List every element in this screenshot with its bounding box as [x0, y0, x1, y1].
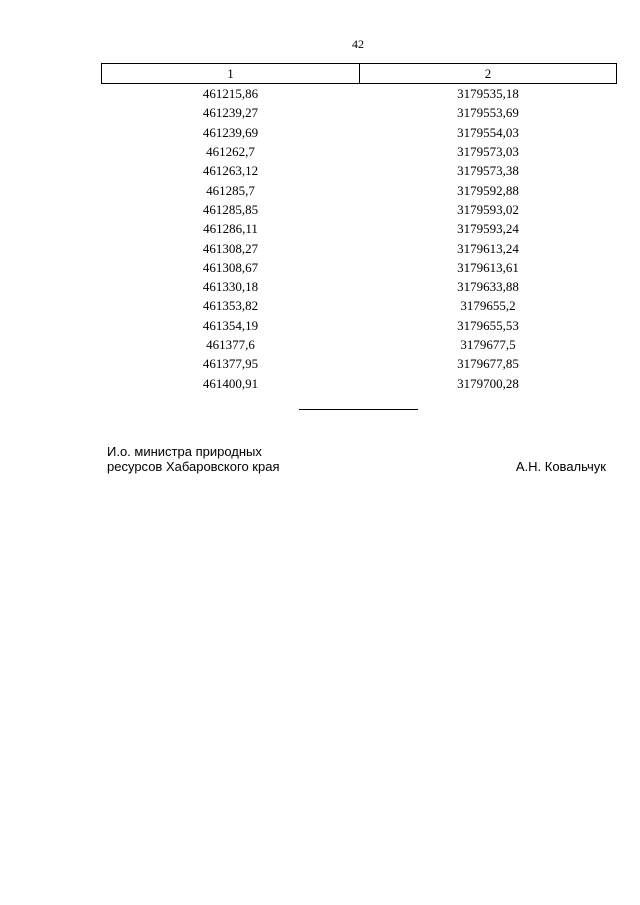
coordinate-y-cell: 3179593,24 [457, 221, 519, 237]
signer-position-line-1: И.о. министра природных [107, 444, 262, 459]
signature-block [107, 444, 606, 474]
table-row [102, 258, 617, 277]
table-row [102, 277, 617, 296]
coordinate-x-cell: 461308,67 [202, 259, 259, 275]
coordinate-x-cell: 461330,18 [202, 279, 259, 295]
table-row [102, 180, 617, 199]
table-body [102, 84, 617, 393]
table-row [102, 354, 617, 373]
coordinate-y-cell: 3179573,03 [457, 144, 519, 160]
table-row [102, 123, 617, 142]
coordinate-y-cell: 3179677,85 [457, 356, 519, 372]
coordinate-y-cell: 3179593,02 [457, 201, 519, 217]
coordinate-x-cell: 461354,19 [202, 317, 259, 333]
coordinate-x-cell: 461353,82 [202, 298, 259, 314]
coordinate-x-cell: 461377,95 [202, 356, 259, 372]
table-end-rule [299, 409, 418, 410]
table-row [102, 161, 617, 180]
coordinate-y-cell: 3179553,69 [457, 105, 519, 121]
table-row [102, 373, 617, 392]
coordinate-x-cell: 461239,27 [202, 105, 259, 121]
coordinate-y-cell: 3179613,24 [457, 240, 519, 256]
coordinate-y-cell: 3179633,88 [457, 279, 519, 295]
coordinate-x-cell: 461263,12 [202, 163, 259, 179]
coordinates-table [101, 63, 617, 393]
table-row [102, 200, 617, 219]
column-header-1: 1 [102, 64, 360, 84]
coordinate-x-cell: 461400,91 [202, 375, 259, 391]
table-row [102, 103, 617, 122]
table-header-row [102, 64, 617, 84]
column-header-2: 2 [360, 64, 617, 84]
table-row [102, 316, 617, 335]
table-row [102, 219, 617, 238]
coordinate-x-cell: 461377,6 [206, 337, 255, 352]
signer-name: А.Н. Ковальчук [515, 459, 606, 474]
coordinate-y-cell: 3179592,88 [457, 182, 519, 198]
table-row [102, 238, 617, 257]
coordinate-x-cell: 461239,69 [202, 124, 259, 140]
coordinate-x-cell: 461285,85 [202, 201, 259, 217]
coordinate-x-cell: 461215,86 [202, 86, 259, 102]
coordinate-y-cell: 3179554,03 [457, 124, 519, 140]
coordinate-y-cell: 3179655,53 [457, 317, 519, 333]
coordinate-y-cell: 3179573,38 [457, 163, 519, 179]
signer-position-line-2: ресурсов Хабаровского края [107, 459, 280, 474]
table-row [102, 335, 617, 354]
coordinate-y-cell: 3179700,28 [457, 375, 519, 391]
coordinate-y-cell: 3179613,61 [457, 259, 519, 275]
coordinate-y-cell: 3179677,5 [460, 337, 516, 352]
coordinate-y-cell: 3179535,18 [457, 86, 519, 102]
coordinate-x-cell: 461286,11 [203, 221, 258, 237]
coordinate-x-cell: 461262,7 [206, 144, 255, 160]
page-number: 42 [352, 37, 364, 51]
coordinate-x-cell: 461285,7 [206, 182, 255, 198]
table-row [102, 296, 617, 315]
table-row [102, 142, 617, 161]
table-row [102, 84, 617, 104]
coordinate-x-cell: 461308,27 [202, 240, 259, 256]
coordinate-y-cell: 3179655,2 [460, 298, 516, 314]
